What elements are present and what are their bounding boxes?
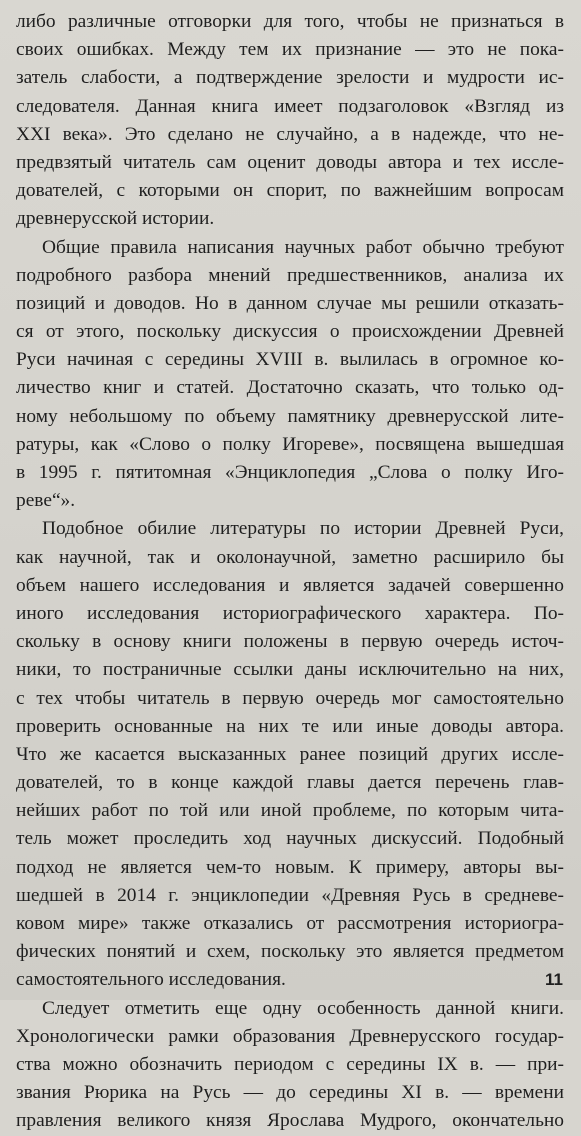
text-line: проверить основанные на них те или иные доводы автора. <box>16 715 564 737</box>
text-line: Общие правила написания научных работ обычно требуют <box>42 236 564 258</box>
text-line: ному небольшому по объему памятнику древнерусской лите- <box>16 405 564 427</box>
text-line: самостоятельного исследования. <box>16 969 286 991</box>
text-line: фических понятий и схем, поскольку это является предметом <box>16 941 564 963</box>
text-line: либо различные отговорки для того, чтобы не признаться в <box>16 11 564 32</box>
text-line: следователя. Данная книга имеет подзаголовок «Взгляд из <box>16 95 564 117</box>
text-line: древнерусской истории. <box>16 208 215 230</box>
text-line: объем нашего исследования и является задачей совершенно <box>16 574 564 596</box>
text-line: затель слабости, а подтверждение зрелости и мудрости ис- <box>16 67 564 89</box>
paragraph-2 <box>16 234 564 516</box>
text-line: с тех чтобы читатель в первую очередь мог самостоятельно <box>16 687 564 709</box>
text-line: реве“». <box>16 490 76 512</box>
text-line: дователей, то в конце каждой главы дается перечень глав- <box>16 772 564 794</box>
paragraph-4 <box>16 995 564 1136</box>
text-line: XXI века». Это сделано не случайно, а в надежде, что не- <box>16 123 564 145</box>
text-line: Что же касается высказанных ранее позиций других иссле- <box>16 743 564 765</box>
text-line: тель может проследить ход научных дискуссий. Подобный <box>16 828 564 850</box>
text-line: Подобное обилие литературы по истории Древней Руси, <box>42 518 564 540</box>
text-line: ся от этого, поскольку дискуссия о происхождении Древней <box>16 321 564 343</box>
text-line: правления великого князя Ярослава Мудрого, окончательно <box>16 1110 564 1132</box>
paragraph-3 <box>16 515 564 994</box>
text-line: подход не является чем-то новым. К примеру, авторы вы- <box>16 856 564 878</box>
page-number: 11 <box>545 970 563 989</box>
text-line: Хронологически рамки образования Древнерусского государ- <box>16 1025 564 1047</box>
text-line: Следует отметить еще одну особенность данной книги. <box>42 997 564 1019</box>
text-line: ратуры, как «Слово о полку Игореве», посвящена вышедшая <box>16 433 564 455</box>
paragraph-1 <box>16 8 564 234</box>
text-line: шедшей в 2014 г. энциклопедии «Древняя Русь в средневе- <box>16 884 564 906</box>
text-line: Руси начиная с середины XVIII в. вылилась в огромное ко- <box>16 349 564 371</box>
text-line: как научной, так и околонаучной, заметно расширило бы <box>16 546 564 568</box>
text-line: дователей, с которыми он спорит, по важнейшим вопросам <box>16 180 564 202</box>
text-line: предвзятый читатель сам оценит доводы автора и тех иссле- <box>16 151 564 173</box>
text-line: в 1995 г. пятитомная «Энциклопедия „Слова о полку Иго- <box>16 462 564 483</box>
text-line: нейших работ по той или иной проблеме, по которым чита- <box>16 800 564 822</box>
text-line: позиций и доводов. Но в данном случае мы решили отказать- <box>16 292 564 314</box>
text-line: скольку в основу книги положены в первую очередь источ- <box>16 631 564 653</box>
text-line: своих ошибках. Между тем их признание — это не пока- <box>16 39 564 61</box>
body-text <box>16 8 564 1136</box>
text-line: ковом мире» также отказались от рассмотрения историогра- <box>16 913 564 934</box>
text-line: ства можно обозначить периодом с середины IX в. — при- <box>16 1053 564 1075</box>
text-line: иного исследования историографического характера. По- <box>16 602 564 624</box>
text-line: подробного разбора мнений предшественников, анализа их <box>16 264 564 286</box>
text-line: звания Рюрика на Русь — до середины XI в. — времени <box>16 1082 564 1104</box>
text-line: ники, то постраничные ссылки даны исключительно на них, <box>16 659 564 681</box>
text-line: личество книг и статей. Достаточно сказать, что только од- <box>16 377 564 399</box>
